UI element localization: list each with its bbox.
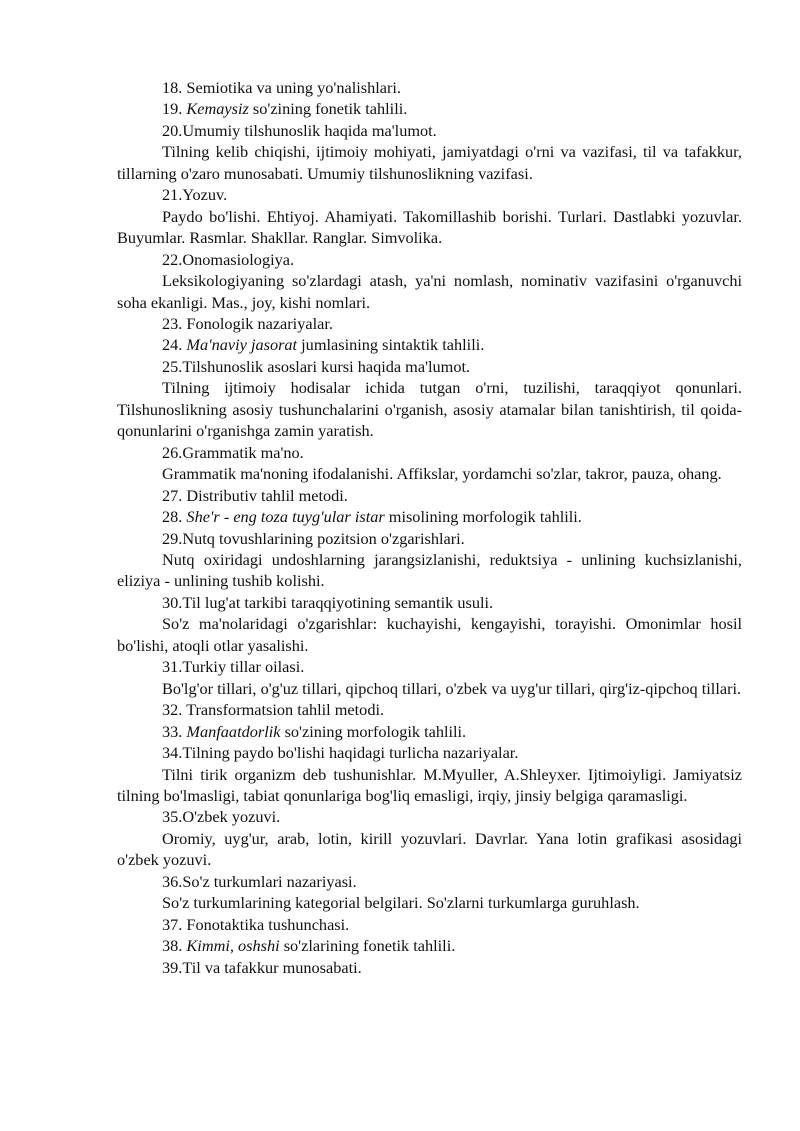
item-title: Tilshunoslik asoslari kursi haqida ma'lumot. <box>182 356 471 376</box>
topic-21-description: Paydo bo'lishi. Ehtiyoj. Ahamiyati. Takomillashib borishi. Turlari. Dastlabki yozuvlar. Buyumlar. Rasmlar. Shakllar. Ranglar. Simvolika. <box>117 206 742 248</box>
item-number: 21. <box>162 185 183 205</box>
topic-30-description: So'z ma'nolaridagi o'zgarishlar: kuchayishi, kengayishi, torayishi. Omonimlar hosil bo'lishi, atoqli otlar yasalishi. <box>117 614 742 655</box>
item-title: Fonotaktika tushunchasi. <box>182 914 350 934</box>
item-number: 18. <box>162 78 183 97</box>
item-number: 31. <box>162 657 183 677</box>
item-number: 38. <box>162 936 183 956</box>
document-page <box>117 77 742 978</box>
topic-35 <box>117 806 742 827</box>
item-number: 37. <box>162 914 183 934</box>
item-italic-phrase: Manfaatdorlik <box>182 721 285 741</box>
topic-34 <box>117 742 742 763</box>
item-number: 28. <box>162 507 183 527</box>
item-number: 36. <box>162 871 183 891</box>
item-number: 29. <box>162 528 183 548</box>
item-number: 25. <box>162 356 183 376</box>
item-number: 32. <box>162 700 183 720</box>
topic-35-description: Oromiy, uyg'ur, arab, lotin, kirill yozuvlari. Davrlar. Yana lotin grafikasi asosidagi o'zbek yozuvi. <box>117 828 742 870</box>
topic-29-description: Nutq oxiridagi undoshlarning jarangsizlanishi, reduktsiya - unlining kuchsizlanishi, eliziya - unlining tushib kolishi. <box>117 549 742 591</box>
item-number: 33. <box>162 721 183 741</box>
item-number: 20. <box>162 120 183 140</box>
item-title: so'zlarining fonetik tahlili. <box>279 936 456 956</box>
topic-25 <box>117 356 742 377</box>
topic-32 <box>117 699 742 720</box>
item-italic-phrase: Kemaysiz <box>182 99 253 119</box>
item-title: So'z turkumlari nazariyasi. <box>182 871 357 891</box>
topic-26-description: Grammatik ma'noning ifodalanishi. Affikslar, yordamchi so'zlar, takror, pauza, ohang. <box>162 464 722 484</box>
item-number: 39. <box>162 957 183 977</box>
item-title: Tilning paydo bo'lishi haqidagi turlicha nazariyalar. <box>182 743 519 763</box>
item-number: 22. <box>162 249 183 269</box>
item-title: Umumiy tilshunoslik haqida ma'lumot. <box>182 120 437 140</box>
topic-26 <box>117 442 742 463</box>
topic-36-description: So'z turkumlarining kategorial belgilari. So'zlarni turkumlarga guruhlash. <box>162 893 640 913</box>
item-number: 35. <box>162 807 183 827</box>
item-title: Semiotika va uning yo'nalishlari. <box>182 78 401 97</box>
item-title: jumlasining sintaktik tahlili. <box>301 335 485 355</box>
item-number: 19. <box>162 99 183 119</box>
topic-20 <box>117 120 742 141</box>
item-title: Til va tafakkur munosabati. <box>182 957 362 977</box>
topic-37 <box>117 914 742 935</box>
item-number: 34. <box>162 743 183 763</box>
topic-22 <box>117 249 742 270</box>
topic-27 <box>117 485 742 506</box>
item-title: Til lug'at tarkibi taraqqiyotining semantik usuli. <box>182 592 494 612</box>
item-title: so'zining morfologik tahlili. <box>284 721 467 741</box>
item-title: Yozuv. <box>182 185 228 205</box>
item-title: misolining morfologik tahlili. <box>384 507 582 527</box>
item-number: 24. <box>162 335 183 355</box>
item-title: Onomasiologiya. <box>182 249 295 269</box>
item-number: 23. <box>162 313 183 333</box>
topic-36 <box>117 871 742 892</box>
topic-38 <box>117 935 742 956</box>
item-title: Fonologik nazariyalar. <box>182 313 333 333</box>
topic-31 <box>117 656 742 677</box>
item-title: Grammatik ma'no. <box>182 442 304 462</box>
item-italic-phrase: She'r - eng toza tuyg'ular istar <box>182 507 385 527</box>
item-title: Turkiy tillar oilasi. <box>182 657 305 677</box>
item-title: Transformatsion tahlil metodi. <box>182 700 385 720</box>
topic-28 <box>117 506 742 527</box>
item-italic-phrase: Kimmi, oshshi <box>182 936 280 956</box>
topic-23 <box>117 313 742 334</box>
item-title: O'zbek yozuvi. <box>182 807 281 827</box>
topic-39 <box>117 957 742 978</box>
topic-22-description: Leksikologiyaning so'zlardagi atash, ya'ni nomlash, nominativ vazifasini o'rganuvchi soha ekanligi. Mas., joy, kishi nomlari. <box>117 271 742 312</box>
topic-19 <box>117 98 742 119</box>
topic-24 <box>117 334 742 355</box>
item-title: Nutq tovushlarining pozitsion o'zgarishlari. <box>182 528 465 548</box>
item-title: Distributiv tahlil metodi. <box>182 485 348 505</box>
topic-18 <box>117 77 742 98</box>
item-number: 27. <box>162 485 183 505</box>
item-number: 26. <box>162 442 183 462</box>
topic-20-description: Tilning kelib chiqishi, ijtimoiy mohiyati, jamiyatdagi o'rni va vazifasi, til va tafakkur, tillarning o'zaro munosabati. Umumiy tilshunoslikning vazifasi. <box>117 142 742 183</box>
topic-30 <box>117 592 742 613</box>
topic-21 <box>117 184 742 205</box>
item-title: so'zining fonetik tahlili. <box>252 99 408 119</box>
item-italic-phrase: Ma'naviy jasorat <box>182 335 302 355</box>
topic-31-description: Bo'lg'or tillari, o'g'uz tillari, qipchoq tillari, o'zbek va uyg'ur tillari, qirg'iz-qipchoq tillari. <box>162 678 742 698</box>
topic-29 <box>117 528 742 549</box>
item-number: 30. <box>162 592 183 612</box>
topic-33 <box>117 721 742 742</box>
topic-25-description: Tilning ijtimoiy hodisalar ichida tutgan o'rni, tuzilishi, taraqqiyot qonunlari. Tilshunoslikning asosiy tushunchalarini o'rganish, asosiy atamalar bilan tanishtirish, til qoida-qonunlarini o'rganishga zamin yaratish. <box>117 378 742 441</box>
topic-34-description: Tilni tirik organizm deb tushunishlar. M.Myuller, A.Shleyxer. Ijtimoiyligi. Jamiyatsiz tilning bo'lmasligi, tabiat qonunlariga bog'liq emasligi, irqiy, jinsiy belgiga qaramasligi. <box>117 764 742 805</box>
